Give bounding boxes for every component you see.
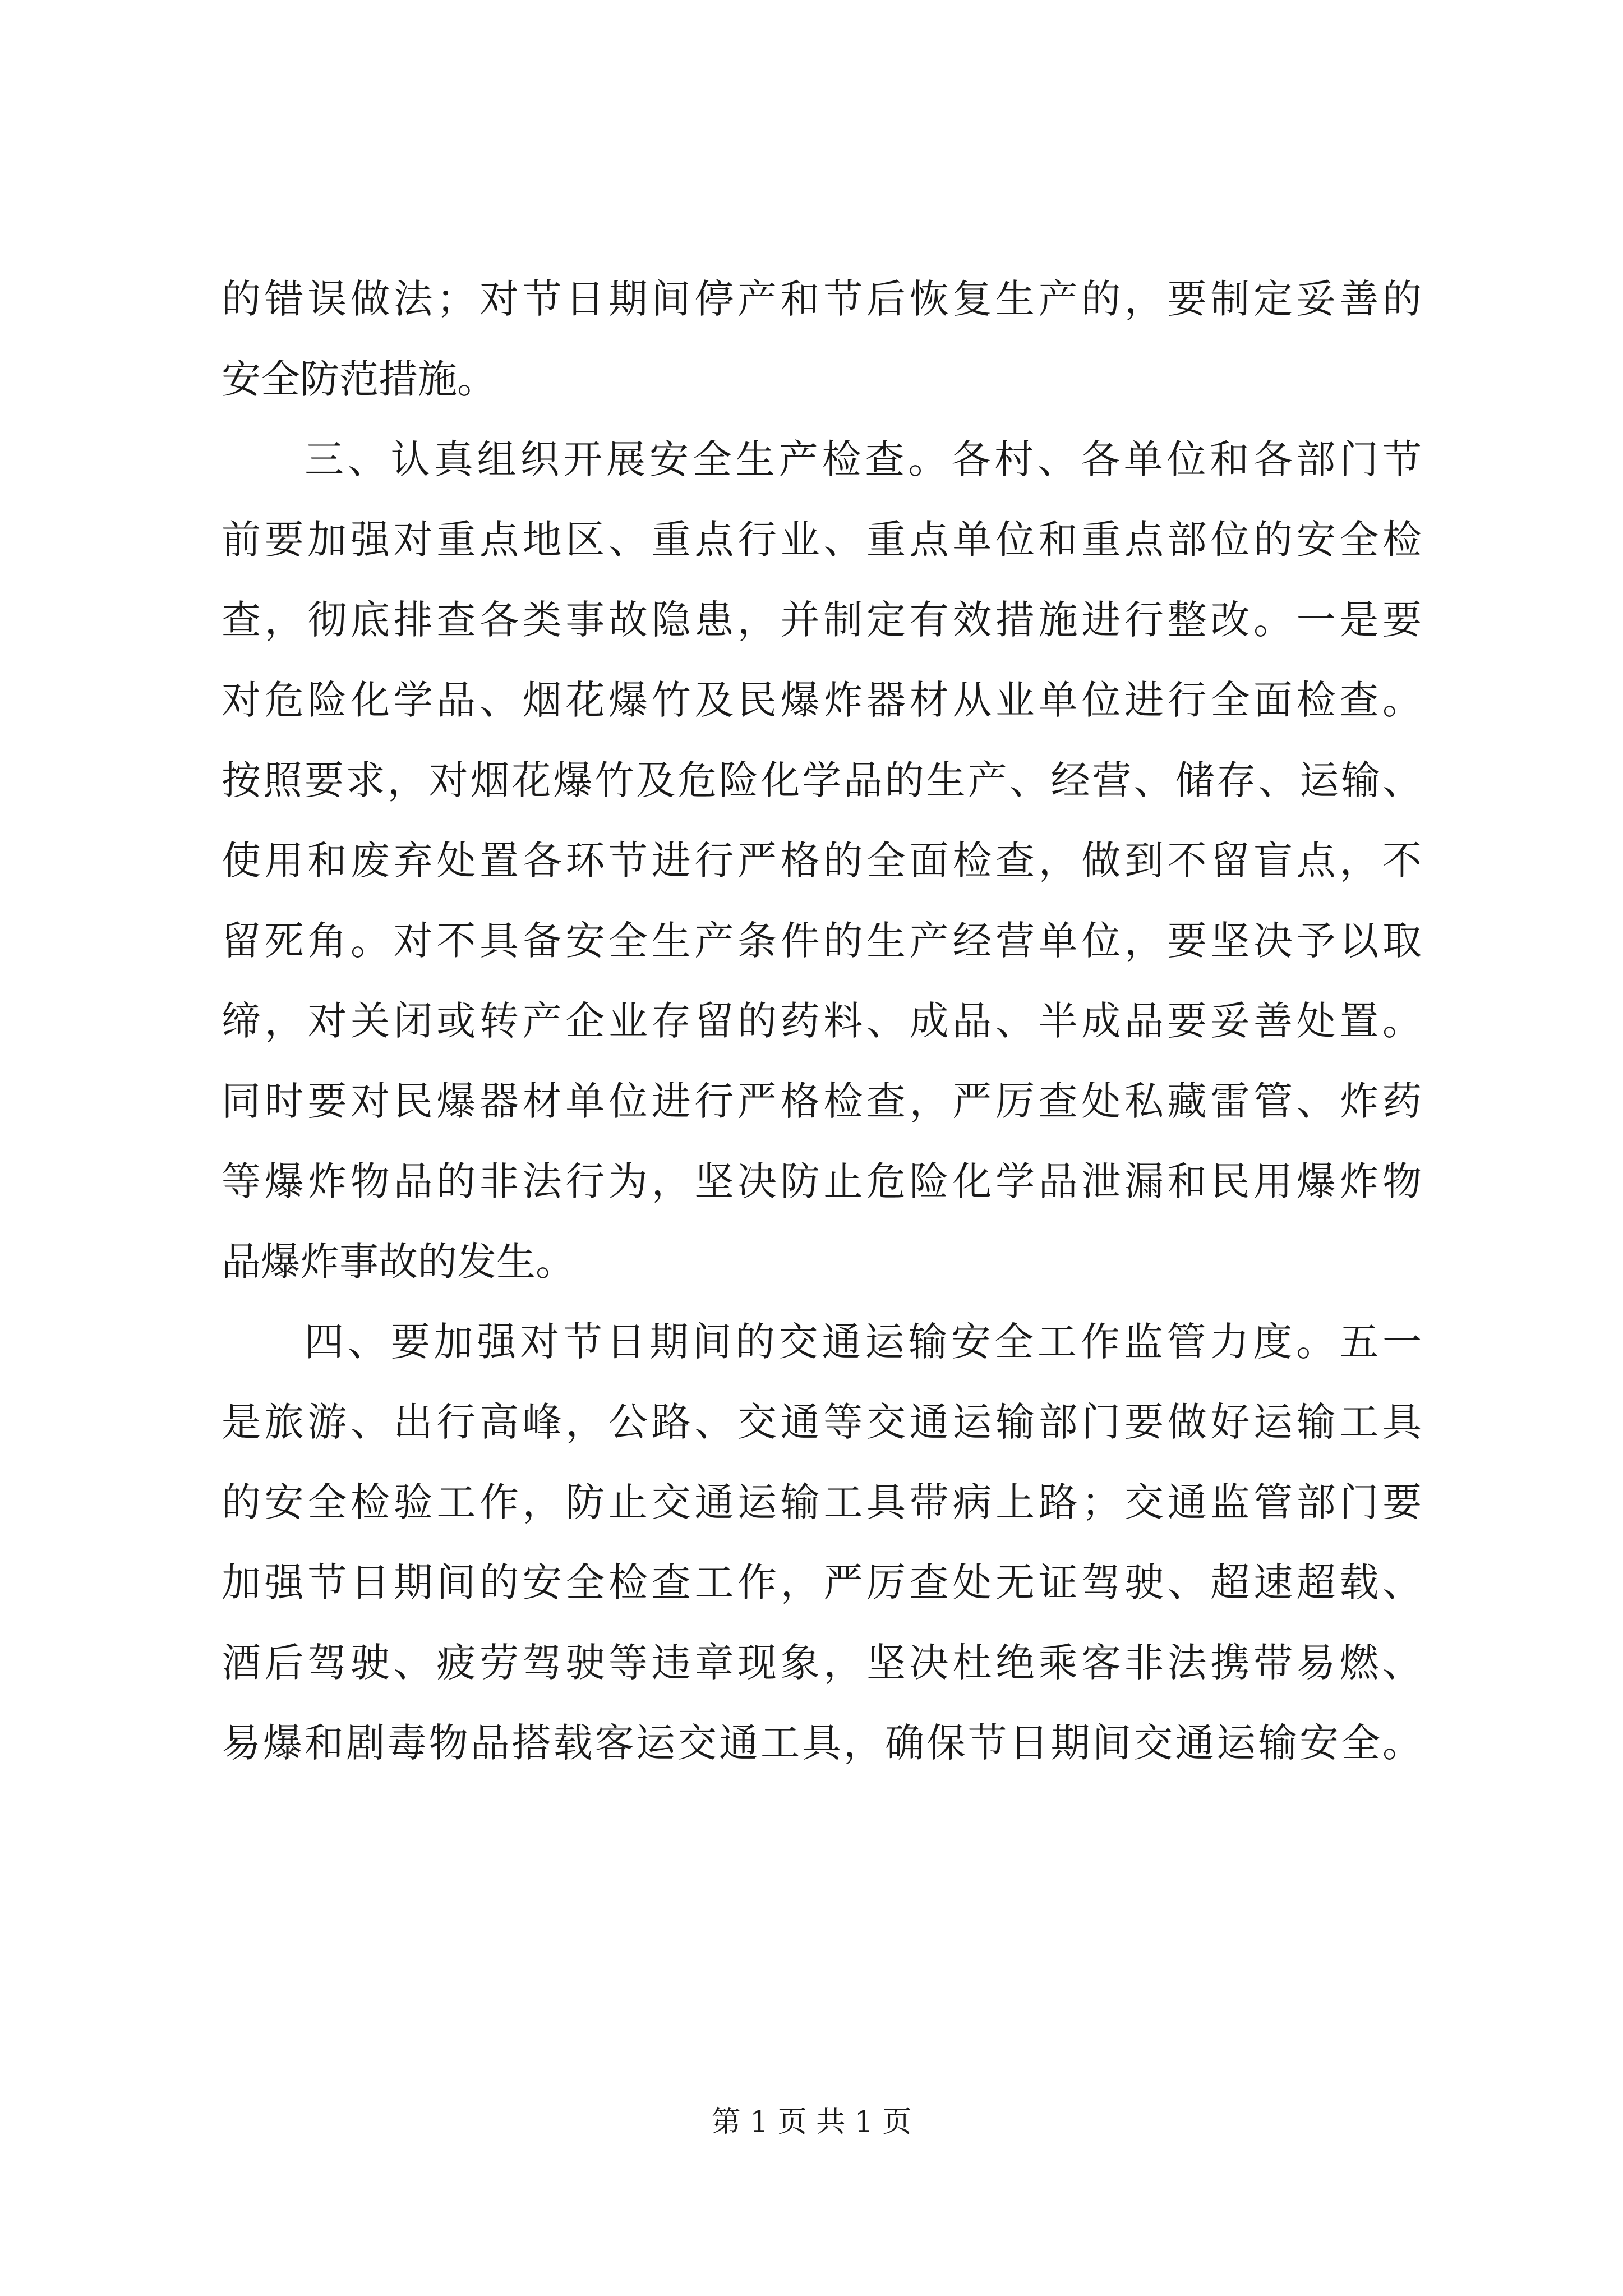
- paragraph-line: 查，彻底排查各类事故隐患，并制定有效措施进行整改。一是要: [222, 597, 1422, 643]
- document-body: [222, 259, 1422, 1783]
- paragraph-line: 三、认真组织开展安全生产检查。各村、各单位和各部门节: [305, 436, 1422, 482]
- paragraph-line: 前要加强对重点地区、重点行业、重点单位和重点部位的安全检: [222, 517, 1422, 563]
- paragraph-line: 缔，对关闭或转产企业存留的药料、成品、半成品要妥善处置。: [222, 998, 1422, 1044]
- paragraph-line: 加强节日期间的安全检查工作，严厉查处无证驾驶、超速超载、: [222, 1559, 1422, 1605]
- paragraph-line: 等爆炸物品的非法行为，坚决防止危险化学品泄漏和民用爆炸物: [222, 1158, 1422, 1204]
- paragraph-line: 的安全检验工作，防止交通运输工具带病上路；交通监管部门要: [222, 1479, 1422, 1525]
- paragraph-line: 是旅游、出行高峰，公路、交通等交通运输部门要做好运输工具: [222, 1399, 1422, 1445]
- paragraph-line: 留死角。对不具备安全生产条件的生产经营单位，要坚决予以取: [222, 918, 1422, 964]
- paragraph-line: 的错误做法；对节日期间停产和节后恢复生产的，要制定妥善的: [222, 276, 1422, 322]
- paragraph-line: 四、要加强对节日期间的交通运输安全工作监管力度。五一: [305, 1319, 1422, 1365]
- paragraph-line: 安全防范措施。: [222, 356, 496, 402]
- paragraph-line: 对危险化学品、烟花爆竹及民爆炸器材从业单位进行全面检查。: [222, 677, 1422, 723]
- paragraph-line: 按照要求，对烟花爆竹及危险化学品的生产、经营、储存、运输、: [222, 757, 1422, 803]
- paragraph-line: 酒后驾驶、疲劳驾驶等违章现象，坚决杜绝乘客非法携带易燃、: [222, 1640, 1422, 1686]
- paragraph-line: 同时要对民爆器材单位进行严格检查，严厉查处私藏雷管、炸药: [222, 1078, 1422, 1124]
- paragraph-line: 品爆炸事故的发生。: [222, 1239, 575, 1285]
- page-number-footer: 第 1 页 共 1 页: [711, 2105, 912, 2139]
- paragraph-line: 易爆和剧毒物品搭载客运交通工具，确保节日期间交通运输安全。: [222, 1720, 1422, 1766]
- paragraph-line: 使用和废弃处置各环节进行严格的全面检查，做到不留盲点，不: [222, 838, 1422, 884]
